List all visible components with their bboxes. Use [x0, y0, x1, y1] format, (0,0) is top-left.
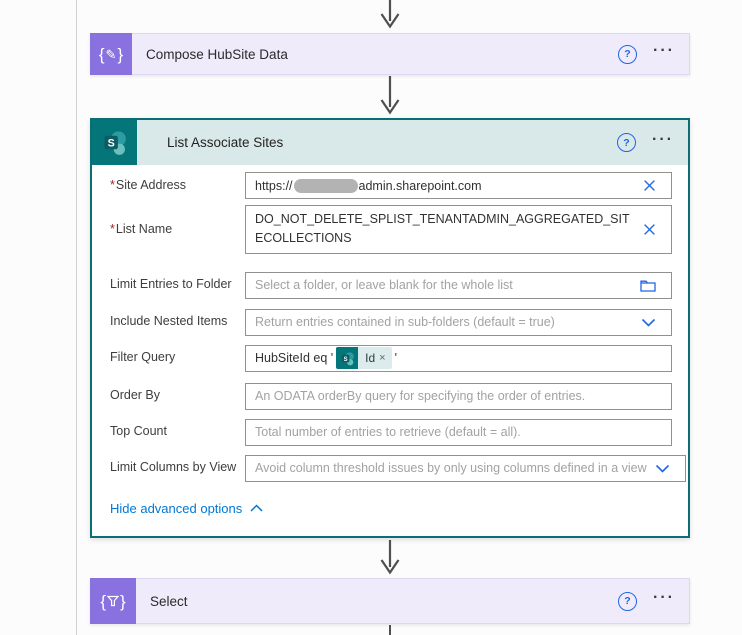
token-label: Id	[365, 351, 376, 366]
compose-card-title: Compose HubSite Data	[146, 46, 288, 62]
filter-query-input[interactable]	[245, 345, 672, 372]
ellipsis-menu-icon[interactable]: ···	[653, 589, 675, 606]
hide-advanced-options-link[interactable]	[110, 501, 263, 516]
svg-text:S: S	[107, 137, 115, 150]
token-remove-icon[interactable]: ×	[379, 352, 386, 365]
pencil-icon: ✎	[105, 46, 117, 62]
hide-advanced-options-label: Hide advanced options	[110, 500, 243, 516]
chevron-down-icon[interactable]	[647, 463, 676, 474]
field-row-order-by	[110, 383, 672, 410]
order-by-input[interactable]	[245, 383, 672, 410]
list-card-header[interactable]	[92, 120, 688, 165]
filter-query-text-suffix: '	[394, 351, 397, 366]
folder-picker-icon[interactable]	[632, 278, 662, 293]
limit-columns-by-view-label: Limit Columns by View	[110, 460, 237, 475]
action-card-compose-hubsite-data[interactable]	[90, 33, 690, 75]
funnel-icon	[107, 595, 119, 607]
include-nested-items-label: Include Nested Items	[110, 314, 228, 329]
list-name-input[interactable]	[245, 205, 672, 254]
include-nested-placeholder: Return entries contained in sub-folders (default = true)	[255, 315, 555, 330]
limit-entries-to-folder-input[interactable]	[245, 272, 672, 299]
site-address-input[interactable]	[245, 172, 672, 199]
site-address-label: *Site Address	[110, 177, 187, 192]
ellipsis-menu-icon[interactable]: ···	[653, 42, 675, 59]
field-row-limit-entries-to-folder	[110, 272, 672, 299]
filter-query-label: Filter Query	[110, 350, 176, 365]
sharepoint-icon	[92, 120, 137, 165]
dynamic-content-token-id[interactable]	[336, 347, 391, 369]
field-row-limit-columns-by-view	[110, 455, 672, 482]
field-row-list-name	[110, 205, 672, 254]
chevron-up-icon	[250, 504, 263, 512]
field-row-filter-query	[110, 345, 672, 372]
limit-columns-by-view-dropdown[interactable]	[245, 455, 686, 482]
order-by-placeholder: An ODATA orderBy query for specifying the order of entries.	[255, 389, 586, 404]
help-icon[interactable]: ?	[618, 45, 637, 64]
select-card-title: Select	[150, 593, 188, 609]
field-row-include-nested-items	[110, 309, 672, 336]
help-icon[interactable]: ?	[617, 133, 636, 152]
list-card-body	[92, 165, 688, 518]
help-icon[interactable]: ?	[618, 592, 637, 611]
required-marker: *	[110, 177, 115, 192]
arrow-down-icon	[375, 540, 405, 577]
list-name-value: DO_NOT_DELETE_SPLIST_TENANTADMIN_AGGREGATED_SITECOLLECTIONS	[255, 212, 630, 246]
brace-close-glyph: }	[117, 44, 124, 64]
site-address-value-suffix: admin.sharepoint.com	[358, 178, 482, 193]
connector-line	[389, 625, 391, 635]
required-marker: *	[110, 221, 115, 236]
field-row-top-count	[110, 419, 672, 446]
brace-open-glyph: {	[100, 591, 106, 611]
compose-card-header[interactable]	[132, 33, 690, 75]
brace-open-glyph: {	[98, 44, 105, 64]
site-address-value-prefix: https://	[255, 178, 293, 193]
top-count-label: Top Count	[110, 424, 167, 439]
limit-entries-placeholder: Select a folder, or leave blank for the whole list	[255, 278, 513, 293]
arrow-down-icon	[375, 0, 405, 31]
filter-query-text-prefix: HubSiteId eq '	[255, 351, 334, 366]
list-name-label: *List Name	[110, 221, 173, 236]
arrow-down-icon	[375, 76, 405, 117]
action-card-list-associate-sites	[90, 118, 690, 538]
chevron-down-icon[interactable]	[633, 317, 662, 328]
order-by-label: Order By	[110, 388, 161, 403]
limit-entries-to-folder-label: Limit Entries to Folder	[110, 277, 232, 292]
brace-close-glyph: }	[120, 591, 126, 611]
clear-x-icon[interactable]	[635, 222, 662, 237]
compose-action-icon	[90, 33, 132, 75]
clear-x-icon[interactable]	[635, 178, 662, 193]
svg-text:S: S	[343, 356, 348, 363]
select-action-icon	[90, 578, 136, 624]
field-row-site-address	[110, 172, 672, 199]
ellipsis-menu-icon[interactable]: ···	[652, 130, 674, 148]
list-card-title: List Associate Sites	[167, 135, 284, 150]
select-card-header[interactable]	[136, 578, 690, 624]
action-card-select[interactable]	[90, 578, 690, 624]
canvas-edge-line	[76, 0, 77, 635]
top-count-placeholder: Total number of entries to retrieve (default = all).	[255, 425, 521, 440]
include-nested-items-dropdown[interactable]	[245, 309, 672, 336]
sharepoint-icon	[336, 347, 358, 369]
limit-columns-placeholder: Avoid column threshold issues by only using columns defined in a view	[255, 461, 647, 476]
redacted-tenant-value	[294, 179, 358, 193]
top-count-input[interactable]	[245, 419, 672, 446]
